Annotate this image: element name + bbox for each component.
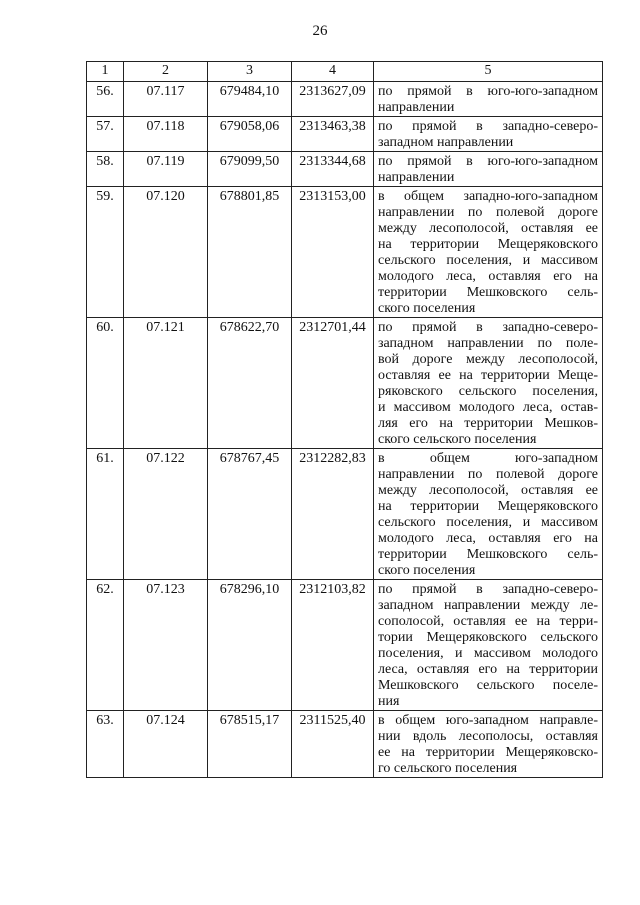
table-row — [87, 82, 603, 117]
table-row — [87, 152, 603, 187]
table-body — [87, 82, 603, 778]
description-line: по прямой в западно-северо- — [378, 119, 598, 134]
x-coordinate-cell: 678622,70 — [208, 318, 292, 449]
y-coordinate-cell: 2312701,44 — [292, 318, 374, 449]
row-number-cell: 56. — [87, 82, 124, 117]
description-line: Мешковского сельского поселе- — [378, 678, 598, 693]
description-line: поселения, и массивом молодого — [378, 646, 598, 661]
x-coordinate-cell: 678515,17 — [208, 711, 292, 778]
description-line: вой дороге между лесополосой, — [378, 352, 598, 367]
row-number-cell: 58. — [87, 152, 124, 187]
point-code-cell: 07.119 — [124, 152, 208, 187]
description-line: сельского поселения, и массивом — [378, 515, 598, 530]
description-cell — [374, 711, 603, 778]
description-line: территории Мешковского сель- — [378, 285, 598, 300]
description-cell — [374, 318, 603, 449]
point-code-cell: 07.118 — [124, 117, 208, 152]
description-cell — [374, 152, 603, 187]
description-line: западном направлении — [378, 135, 514, 150]
table-row — [87, 580, 603, 711]
table-header-row — [87, 62, 603, 82]
description-line: между лесополосой, оставляя ее — [378, 483, 598, 498]
column-header-x: 3 — [208, 62, 292, 82]
column-header-y: 4 — [292, 62, 374, 82]
description-line: в общем западно-юго-западном — [378, 189, 598, 204]
description-line: сополосой, оставляя ее на терри- — [378, 614, 598, 629]
point-code-cell: 07.122 — [124, 449, 208, 580]
point-code-cell: 07.117 — [124, 82, 208, 117]
description-cell — [374, 580, 603, 711]
point-code-cell: 07.124 — [124, 711, 208, 778]
y-coordinate-cell: 2313463,38 — [292, 117, 374, 152]
description-line: в общем юго-западном — [378, 451, 598, 466]
point-code-cell: 07.121 — [124, 318, 208, 449]
description-line: ляя его на территории Мешков- — [378, 416, 598, 431]
description-line: по прямой в западно-северо- — [378, 582, 598, 597]
description-line: западном направлении по поле- — [378, 336, 598, 351]
row-number-cell: 59. — [87, 187, 124, 318]
description-line: западном направлении между ле- — [378, 598, 598, 613]
description-line: направлении — [378, 170, 455, 185]
page-number: 26 — [312, 23, 328, 39]
row-number-cell: 60. — [87, 318, 124, 449]
point-code-cell: 07.120 — [124, 187, 208, 318]
description-line: сельского поселения, и массивом — [378, 253, 598, 268]
description-line: ского поселения — [378, 563, 476, 578]
description-line: между лесополосой, оставляя ее — [378, 221, 598, 236]
table-row — [87, 187, 603, 318]
description-cell — [374, 82, 603, 117]
x-coordinate-cell: 679058,06 — [208, 117, 292, 152]
description-line: в общем юго-западном направле- — [378, 713, 598, 728]
description-line: ее на территории Мещеряковско- — [378, 745, 598, 760]
y-coordinate-cell: 2313344,68 — [292, 152, 374, 187]
row-number-cell: 63. — [87, 711, 124, 778]
column-header-code: 2 — [124, 62, 208, 82]
description-line: ряковского сельского поселения, — [378, 384, 598, 399]
description-line: молодого леса, оставляя его на — [378, 269, 598, 284]
table-row — [87, 318, 603, 449]
row-number-cell: 61. — [87, 449, 124, 580]
description-line: на территории Мещеряковского — [378, 499, 598, 514]
point-code-cell: 07.123 — [124, 580, 208, 711]
description-line: молодого леса, оставляя его на — [378, 531, 598, 546]
row-number-cell: 62. — [87, 580, 124, 711]
description-line: тории Мещеряковского сельского — [378, 630, 598, 645]
table-row — [87, 449, 603, 580]
column-header-description: 5 — [374, 62, 603, 82]
x-coordinate-cell: 678296,10 — [208, 580, 292, 711]
x-coordinate-cell: 678767,45 — [208, 449, 292, 580]
x-coordinate-cell: 678801,85 — [208, 187, 292, 318]
description-cell — [374, 117, 603, 152]
row-number-cell: 57. — [87, 117, 124, 152]
description-line: направлении по полевой дороге — [378, 467, 598, 482]
description-line: оставляя ее на территории Меще- — [378, 368, 598, 383]
description-line: го сельского поселения — [378, 761, 518, 776]
column-header-num: 1 — [87, 62, 124, 82]
description-line: и массивом молодого леса, остав- — [378, 400, 598, 415]
description-cell — [374, 187, 603, 318]
description-line: на территории Мещеряковского — [378, 237, 598, 252]
y-coordinate-cell: 2312282,83 — [292, 449, 374, 580]
description-line: леса, оставляя его на территории — [378, 662, 598, 677]
boundary-points-table — [86, 61, 603, 778]
x-coordinate-cell: 679099,50 — [208, 152, 292, 187]
y-coordinate-cell: 2311525,40 — [292, 711, 374, 778]
description-line: направлении — [378, 100, 455, 115]
description-cell — [374, 449, 603, 580]
y-coordinate-cell: 2313627,09 — [292, 82, 374, 117]
description-line: территории Мешковского сель- — [378, 547, 598, 562]
table-row — [87, 117, 603, 152]
description-line: по прямой в юго-юго-западном — [378, 84, 598, 99]
description-line: направлении по полевой дороге — [378, 205, 598, 220]
description-line: по прямой в юго-юго-западном — [378, 154, 598, 169]
table-row — [87, 711, 603, 778]
description-line: ского поселения — [378, 301, 476, 316]
y-coordinate-cell: 2312103,82 — [292, 580, 374, 711]
description-line: по прямой в западно-северо- — [378, 320, 598, 335]
description-line: нии вдоль лесополосы, оставляя — [378, 729, 598, 744]
description-line: ского сельского поселения — [378, 432, 537, 447]
description-line: ния — [378, 694, 400, 709]
x-coordinate-cell: 679484,10 — [208, 82, 292, 117]
y-coordinate-cell: 2313153,00 — [292, 187, 374, 318]
